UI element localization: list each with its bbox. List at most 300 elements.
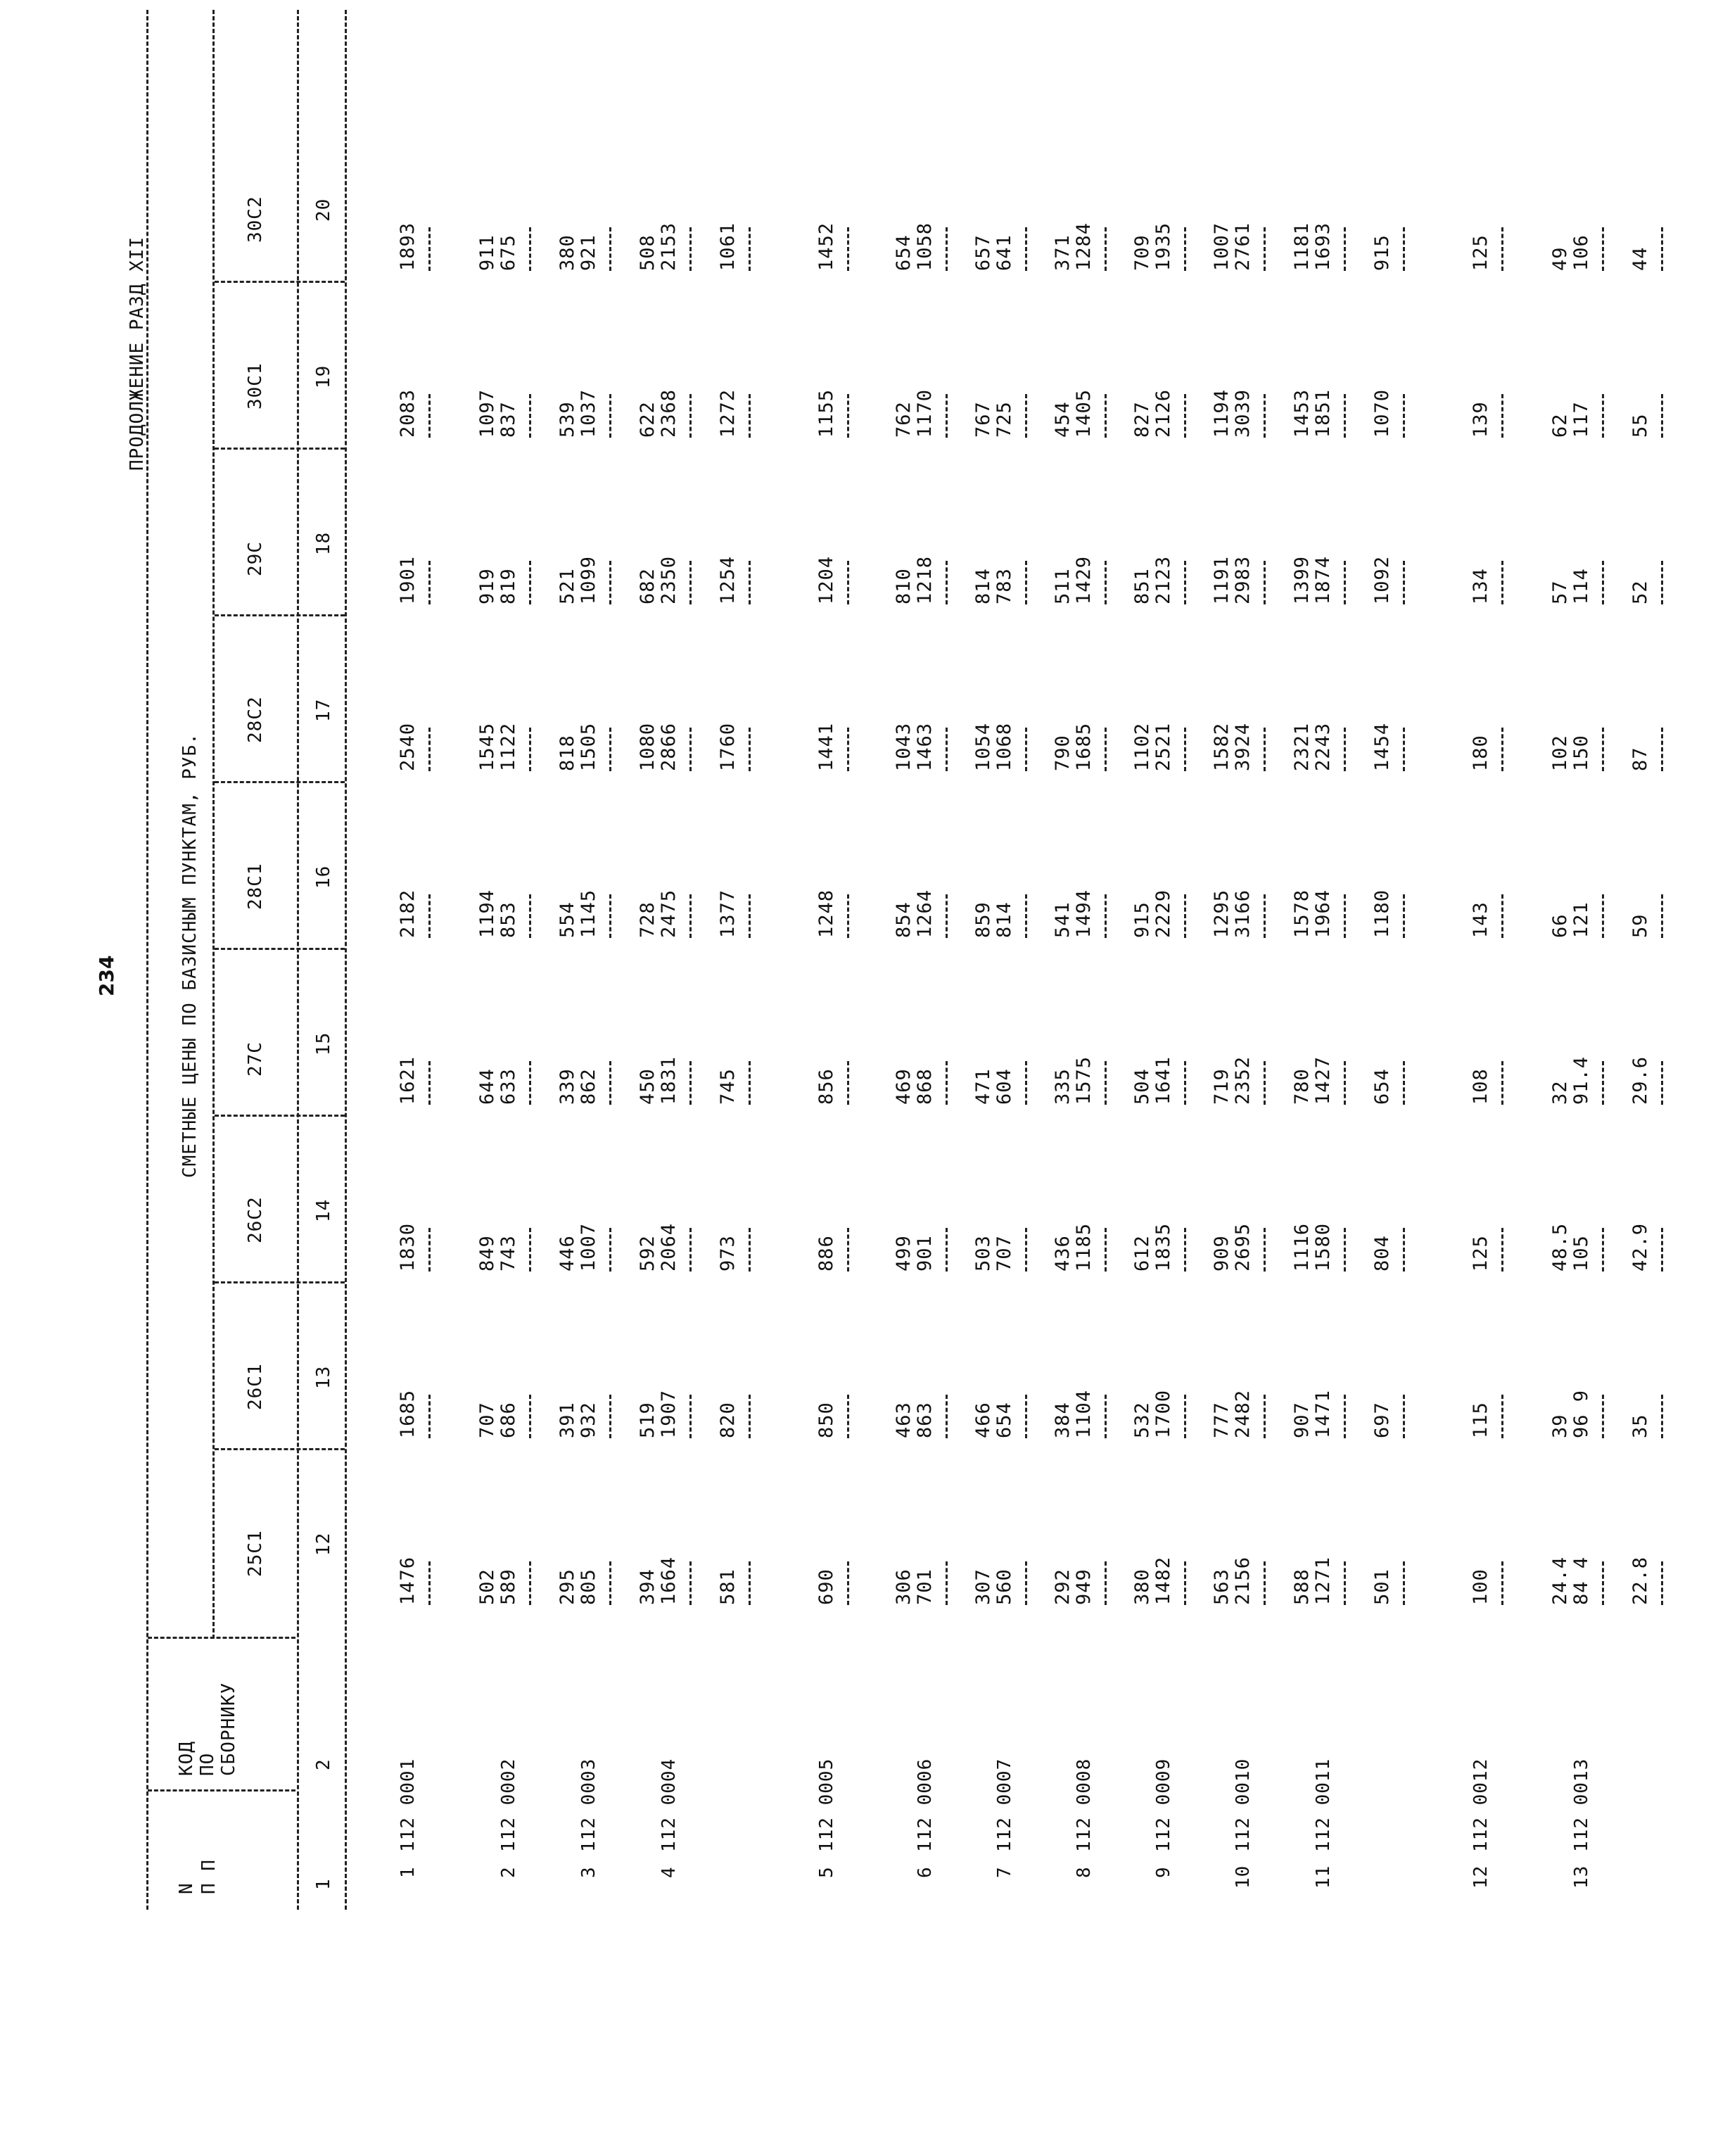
cell-separator [1592,1361,1613,1438]
cell-value: 532 [1131,1402,1153,1438]
table-cell [1211,694,1275,771]
table-cell [816,1194,858,1272]
table-cell [1550,1361,1613,1438]
cell-value: 87 [1629,747,1651,771]
cell-separator [739,194,760,271]
cell-separator [519,694,540,771]
cell-separator [1334,694,1355,771]
cell-value: 48.5 [1549,1222,1571,1272]
cell-separator [1015,1528,1036,1605]
cell-separator [1254,861,1275,938]
table-cell [1211,861,1275,938]
cell-separator [1174,1027,1195,1105]
table-cell [477,1361,540,1438]
table-cell [637,1194,701,1272]
row-number: 5 [816,1866,837,1878]
cell-value: 854 [893,901,915,938]
table-cell [557,527,621,604]
table-cell [397,527,440,604]
cell-value: 604 [993,1068,1015,1105]
table-cell [637,1361,701,1438]
cell-separator [1095,694,1116,771]
cell-value: 508 [637,234,659,271]
cell-value: 1441 [815,722,837,771]
cell-value: 1194 [1211,388,1233,438]
table-cell [1132,1528,1195,1605]
cell-separator [680,360,701,438]
cell-value: 125 [1470,234,1491,271]
table-cell [1052,1361,1116,1438]
cell-value: 1575 [1073,1055,1095,1105]
cell-value: 1092 [1371,555,1393,604]
table-cell [397,194,440,271]
cell-value: 2983 [1232,555,1254,604]
table-top-rule [146,10,148,1910]
table-cell [1372,194,1414,271]
cell-separator [1393,527,1414,604]
cell-separator [837,1027,858,1105]
table-cell [816,861,858,938]
cell-value: 2229 [1152,889,1174,938]
cell-value: 707 [993,1235,1015,1272]
cell-value: 2321 [1291,722,1313,771]
cell-separator [1095,527,1116,604]
cell-separator [519,360,540,438]
table-cell [397,694,440,771]
cell-separator [519,1027,540,1105]
cell-separator [1095,861,1116,938]
price-group-header: СМЕТНЫЕ ЦЕНЫ ПО БАЗИСНЫМ ПУНКТАМ, РУБ. [179,733,201,1178]
cell-value: 907 [1291,1402,1313,1438]
cell-value: 932 [578,1402,599,1438]
table-cell [1052,1194,1116,1272]
table-cell [1132,1027,1195,1105]
table-cell [477,360,540,438]
cell-value: 1058 [914,222,936,271]
cell-value: 1452 [815,222,837,271]
column-number: 20 [313,198,334,222]
cell-separator [1254,1027,1275,1105]
cell-value: 743 [497,1235,519,1272]
cell-value: 1835 [1152,1222,1174,1272]
cell-value: 2153 [658,222,680,271]
table-cell [1052,194,1116,271]
cell-value: 1102 [1131,722,1153,771]
cell-value: 2866 [658,722,680,771]
cell-value: 901 [914,1235,936,1272]
table-cell [1132,861,1195,938]
table-cell [1211,360,1275,438]
table-cell [1052,1027,1116,1105]
cell-separator [1254,694,1275,771]
table-cell [816,1027,858,1105]
cell-separator [1174,694,1195,771]
table-cell [397,360,440,438]
row-number: 10 [1233,1865,1254,1889]
table-cell [1630,861,1672,938]
cell-separator [1491,861,1513,938]
cell-separator [1174,861,1195,938]
cell-value: 1170 [914,388,936,438]
cell-value: 466 [972,1402,994,1438]
cell-value: 1760 [717,722,739,771]
table-cell [1132,694,1195,771]
cell-value: 3924 [1232,722,1254,771]
cell-separator [1015,1361,1036,1438]
table-cell [1052,360,1116,438]
cell-value: 859 [972,901,994,938]
cell-value: 504 [1131,1068,1153,1105]
cell-value: 1545 [476,722,498,771]
cell-separator [739,1027,760,1105]
column-header-29с: 29С [245,541,266,576]
cell-separator [1651,527,1672,604]
cell-separator [1491,694,1513,771]
row-code: 112 0002 [498,1758,519,1852]
cell-separator [1174,527,1195,604]
cell-value: 180 [1470,735,1491,771]
cell-value: 105 [1570,1235,1592,1272]
cell-separator [419,1528,440,1605]
table-cell [1470,1194,1513,1272]
cell-value: 709 [1131,234,1153,271]
table-cell [1292,194,1355,271]
cell-separator [419,527,440,604]
table-cell [1630,360,1672,438]
column-header-28с1: 28С1 [245,863,266,910]
cell-value: 521 [556,568,578,604]
table-cell [893,360,957,438]
column-number: 19 [313,364,334,388]
row-number: 13 [1571,1865,1592,1889]
group-header-rule [212,10,215,1639]
table-cell [477,527,540,604]
table-cell [718,1528,760,1605]
table-cell [718,694,760,771]
cell-separator [1334,1528,1355,1605]
cell-value: 1271 [1312,1556,1334,1605]
cell-value: 563 [1211,1568,1233,1605]
table-cell [637,1027,701,1105]
cell-value: 502 [476,1568,498,1605]
cell-value: 675 [497,234,519,271]
col-divider [215,281,345,283]
cell-separator [599,861,621,938]
cell-value: 463 [893,1402,915,1438]
cell-value: 622 [637,401,659,438]
cell-separator [1095,1194,1116,1272]
cell-value: 106 [1570,234,1592,271]
cell-value: 820 [717,1402,739,1438]
cell-separator [837,360,858,438]
cell-value: 1621 [397,1055,419,1105]
cell-separator [739,360,760,438]
cell-value: 856 [815,1068,837,1105]
column-number: 14 [313,1198,334,1222]
cell-value: 1901 [397,555,419,604]
cell-value: 436 [1052,1235,1074,1272]
table-cell [1470,1528,1513,1605]
cell-value: 541 [1052,901,1074,938]
cell-separator [519,194,540,271]
cell-value: 868 [914,1068,936,1105]
cell-separator [739,1361,760,1438]
table-cell [637,527,701,604]
cell-value: 814 [972,568,994,604]
cell-separator [1651,861,1672,938]
cell-value: 1037 [578,388,599,438]
cell-value: 371 [1052,234,1074,271]
cell-value: 57 [1549,580,1571,604]
cell-separator [1334,1027,1355,1105]
cell-value: 1685 [1073,722,1095,771]
cell-value: 2352 [1232,1055,1254,1105]
table-cell [1052,694,1116,771]
cell-value: 654 [993,1402,1015,1438]
table-cell [893,527,957,604]
cell-separator [519,1194,540,1272]
cell-value: 108 [1470,1068,1491,1105]
cell-value: 380 [1131,1568,1153,1605]
cell-value: 1476 [397,1556,419,1605]
column-number: 2 [313,1758,334,1770]
col-divider [215,948,345,950]
cell-separator [1254,527,1275,604]
table-cell [1292,1528,1355,1605]
cell-value: 115 [1470,1402,1491,1438]
table-cell [1211,1361,1275,1438]
col-divider [215,1115,345,1117]
cell-value: 1463 [914,722,936,771]
row-number: 12 [1470,1865,1491,1889]
cell-value: 1191 [1211,555,1233,604]
column-number: 12 [313,1532,334,1556]
cell-value: 745 [717,1068,739,1105]
cell-value: 1194 [476,889,498,938]
col-divider [215,448,345,450]
cell-value: 2482 [1232,1389,1254,1438]
table-cell [1470,527,1513,604]
cell-separator [1334,861,1355,938]
cell-value: 1068 [993,722,1015,771]
cell-separator [680,1027,701,1105]
table-cell [1132,194,1195,271]
table-cell [893,861,957,938]
table-cell [477,861,540,938]
cell-value: 117 [1570,401,1592,438]
cell-value: 1580 [1312,1222,1334,1272]
table-cell [1470,360,1513,438]
cell-separator [1174,1361,1195,1438]
table-cell [1470,694,1513,771]
row-code: 112 0006 [915,1758,936,1852]
cell-value: 62 [1549,413,1571,438]
cell-value: 850 [815,1402,837,1438]
table-cell [1292,527,1355,604]
cell-value: 125 [1470,1235,1491,1272]
table-cell [1550,527,1613,604]
table-cell [1550,1528,1613,1605]
col-divider [215,1448,345,1450]
table-cell [557,1528,621,1605]
cell-value: 719 [1211,1068,1233,1105]
cell-separator [599,1361,621,1438]
cell-value: 1399 [1291,555,1313,604]
table-cell [1630,1528,1672,1605]
cell-value: 143 [1470,901,1491,938]
cell-value: 1254 [717,555,739,604]
running-header: ПРОДОЛЖЕНИЕ РАЗД XII [127,236,148,471]
row-code: 112 0011 [1313,1758,1334,1852]
cell-value: 819 [497,568,519,604]
cell-value: 1248 [815,889,837,938]
cell-value: 1181 [1291,222,1313,271]
cell-separator [1592,1528,1613,1605]
cell-separator [1254,1528,1275,1605]
table-cell [557,1027,621,1105]
cell-value: 22.8 [1629,1556,1651,1605]
cell-value: 1830 [397,1222,419,1272]
cell-value: 1145 [578,889,599,938]
column-header-26с1: 26С1 [245,1363,266,1410]
table-cell [397,1361,440,1438]
cell-separator [1174,360,1195,438]
cell-value: 849 [476,1235,498,1272]
table-cell [718,360,760,438]
table-cell [893,1027,957,1105]
cell-value: 2126 [1152,388,1174,438]
cell-value: 32 [1549,1080,1571,1105]
cell-separator [419,1027,440,1105]
cell-value: 1693 [1312,222,1334,271]
cell-value: 1070 [1371,388,1393,438]
cell-separator [519,527,540,604]
cell-separator [519,1528,540,1605]
table-cell [718,1027,760,1105]
cell-separator [599,527,621,604]
cell-value: 66 [1549,913,1571,938]
table-cell [1550,360,1613,438]
cell-value: 134 [1470,568,1491,604]
cell-value: 1284 [1073,222,1095,271]
cell-value: 1272 [717,388,739,438]
cell-value: 762 [893,401,915,438]
table-cell [557,1361,621,1438]
cell-value: 554 [556,901,578,938]
cell-value: 1851 [1312,388,1334,438]
row-number: 6 [915,1866,936,1878]
table-cell [637,861,701,938]
cell-value: 707 [476,1402,498,1438]
cell-value: 1964 [1312,889,1334,938]
table-cell [816,1361,858,1438]
cell-separator [1393,1361,1414,1438]
cell-value: 3039 [1232,388,1254,438]
table-cell [718,1194,760,1272]
cell-value: 2695 [1232,1222,1254,1272]
cell-value: 1429 [1073,555,1095,604]
cell-value: 588 [1291,1568,1313,1605]
column-number: 15 [313,1032,334,1055]
cell-value: 725 [993,401,1015,438]
row-code: 112 0008 [1074,1758,1095,1852]
header-bottom-rule [345,10,347,1910]
cell-value: 2368 [658,388,680,438]
cell-separator [1651,1361,1672,1438]
cell-value: 1582 [1211,722,1233,771]
cell-separator [1334,194,1355,271]
cell-value: 1054 [972,722,994,771]
table-cell [718,1361,760,1438]
cell-value: 1641 [1152,1055,1174,1105]
cell-value: 886 [815,1235,837,1272]
cell-separator [1491,360,1513,438]
cell-separator [1015,527,1036,604]
table-cell [1132,1194,1195,1272]
table-cell [816,527,858,604]
cell-value: 1007 [578,1222,599,1272]
cell-separator [1592,1194,1613,1272]
cell-separator [419,194,440,271]
cell-value: 100 [1470,1568,1491,1605]
table-cell [1292,1194,1355,1272]
cell-value: 380 [556,234,578,271]
table-cell [718,861,760,938]
cell-value: 701 [914,1568,936,1605]
table-cell [1372,1528,1414,1605]
cell-separator [1651,1027,1672,1105]
table-cell [557,194,621,271]
cell-separator [1095,1361,1116,1438]
row-code: 112 0004 [659,1758,680,1852]
cell-value: 42.9 [1629,1222,1651,1272]
cell-value: 1935 [1152,222,1174,271]
table-cell [973,1194,1036,1272]
table-cell [397,1027,440,1105]
table-cell [557,1194,621,1272]
cell-separator [1254,1194,1275,1272]
num-header-line-1: N [176,1882,197,1894]
cell-separator [837,694,858,771]
row-code: 112 0001 [397,1758,419,1852]
cell-value: 306 [893,1568,915,1605]
cell-separator [1651,360,1672,438]
table-cell [477,194,540,271]
cell-value: 1505 [578,722,599,771]
cell-value: 96 9 [1570,1389,1592,1438]
cell-value: 295 [556,1568,578,1605]
table-cell [816,1528,858,1605]
cell-value: 1907 [658,1389,680,1438]
cell-value: 394 [637,1568,659,1605]
cell-value: 307 [972,1568,994,1605]
cell-value: 44 [1629,246,1651,271]
cell-separator [1334,1361,1355,1438]
row-number: 2 [498,1866,519,1878]
table-cell [816,360,858,438]
row-code: 112 0013 [1571,1758,1592,1852]
table-cell [397,1194,440,1272]
row-number: 9 [1153,1866,1174,1878]
col-divider [148,1789,295,1792]
column-number: 1 [313,1878,334,1890]
cell-separator [419,861,440,938]
table-cell [1550,694,1613,771]
cell-value: 644 [476,1068,498,1105]
cell-value: 827 [1131,401,1153,438]
cell-value: 592 [637,1235,659,1272]
cell-value: 519 [637,1402,659,1438]
